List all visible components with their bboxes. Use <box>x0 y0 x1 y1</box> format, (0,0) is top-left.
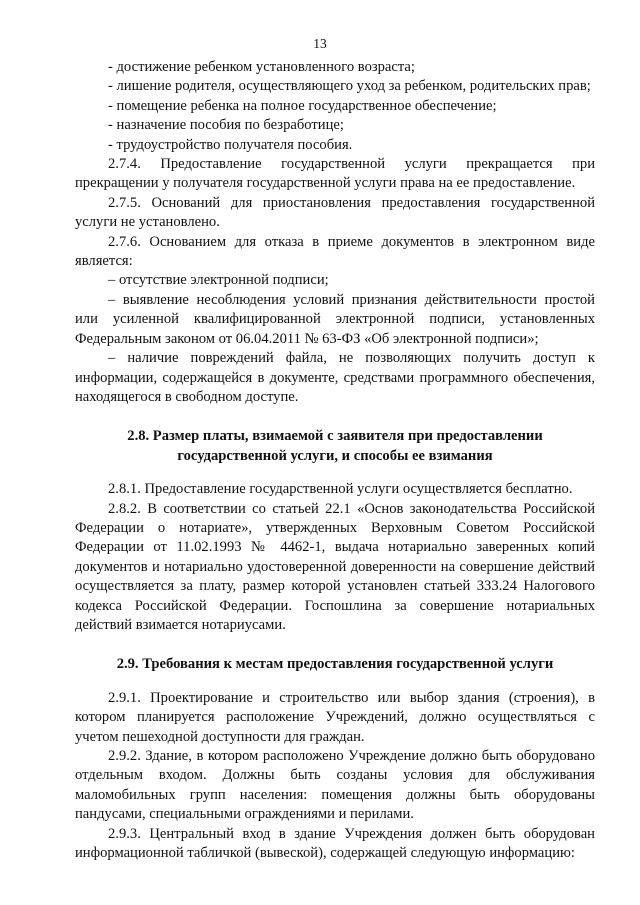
paragraph-2-7-6: 2.7.6. Основанием для отказа в приеме документов в электронном виде является: <box>75 233 595 270</box>
list-item: - лишение родителя, осуществляющего уход за ребенком, родительских прав; <box>108 78 591 95</box>
paragraph-2-9-1: 2.9.1. Проектирование и строительство или выбор здания (строения), в котором планируется расположение Учреждений, должно осуществляться с учетом пешеходной доступности для граждан. <box>75 689 595 745</box>
paragraph-2-9-2: 2.9.2. Здание, в котором расположено Учреждение должно быть оборудовано отдельным входом. Должны быть созданы условия для обслуживания маломобильных групп населения: помещения должны быть оборудованы пандусами, специальными ограждениями и перилами. <box>75 748 595 823</box>
paragraph-2-7-5: 2.7.5. Оснований для приостановления предоставления государственной услуги не установлено. <box>75 194 595 231</box>
document-body <box>75 58 595 863</box>
list-item: - помещение ребенка на полное государственное обеспечение; <box>108 97 497 114</box>
paragraph-2-7-4: 2.7.4. Предоставление государственной услуги прекращается при прекращении у получателя государственной услуги права на ее предоставление. <box>75 156 595 192</box>
list-item: – выявление несоблюдения условий признания действительности простой или усиленной квалифицированной электронной подписи, установленных Федеральным законом от 06.04.2011 № 63-ФЗ «Об электронной подписи»; <box>75 291 595 347</box>
list-item: – отсутствие электронной подписи; <box>108 272 329 289</box>
list-item: - достижение ребенком установленного возраста; <box>108 59 415 75</box>
paragraph-2-9-3: 2.9.3. Центральный вход в здание Учреждения должен быть оборудован информационной табличкой (вывеской), содержащей следующую информацию: <box>75 825 595 862</box>
paragraph-2-8-1: 2.8.1. Предоставление государственной услуги осуществляется бесплатно. <box>108 481 573 498</box>
section-heading-line: 2.8. Размер платы, взимаемой с заявителя при предоставлении <box>127 428 543 445</box>
page-number: 13 <box>313 36 327 51</box>
list-item: - трудоустройство получателя пособия. <box>108 136 353 153</box>
paragraph-2-8-2: 2.8.2. В соответствии со статьей 22.1 «Основ законодательства Российской Федерации о нотариате», утвержденных Верховным Советом Российской Федерации от 11.02.1993 № 4462-1, выдача нотариально заверенных копий документов и нотариально удостоверенной доверенности на совершение действий осуществляется за плату, размер которой установлен статьей 333.24 Налогового кодекса Российской Федерации. Госпошлина за совершение нотариальных действий взимается нотариусами. <box>75 500 595 633</box>
section-heading-line: государственной услуги, и способы ее взимания <box>177 447 493 464</box>
list-item: – наличие повреждений файла, не позволяющих получить доступ к информации, содержащейся в документе, средствами программного обеспечения, находящегося в свободном доступе. <box>75 350 595 405</box>
section-heading-2-8 <box>75 427 595 466</box>
section-heading-2-9: 2.9. Требования к местам предоставления государственной услуги <box>116 656 554 673</box>
list-item: - назначение пособия по безработице; <box>108 117 344 134</box>
